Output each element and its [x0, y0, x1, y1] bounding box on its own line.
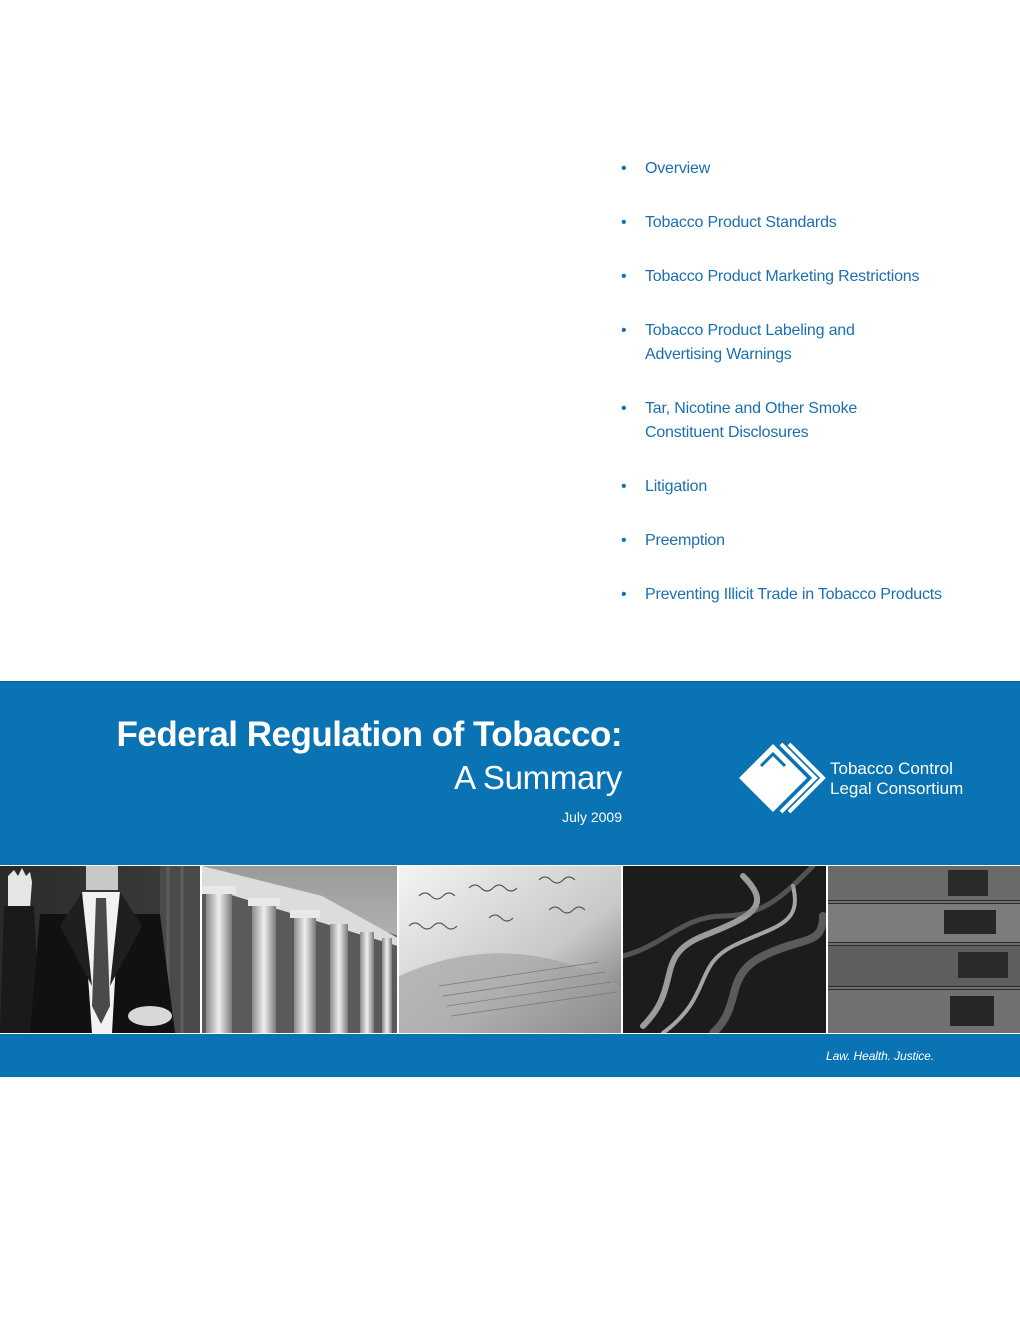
topic-label: Preventing Illicit Trade in Tobacco Products	[645, 586, 942, 603]
document-title: Federal Regulation of Tobacco:	[116, 715, 622, 754]
topic-label-continued: Advertising Warnings	[645, 346, 792, 363]
topic-label: Overview	[645, 160, 711, 177]
topic-label: Tobacco Product Standards	[645, 214, 837, 231]
chevron-diamond-logo-icon	[737, 742, 827, 816]
bullet-icon: •	[621, 478, 627, 495]
topic-label: Tar, Nicotine and Other Smoke	[645, 400, 858, 417]
topic-litigation	[620, 475, 1010, 499]
topic-label: Preemption	[645, 532, 725, 549]
handwritten-document-photo	[399, 866, 621, 1033]
topic-overview	[620, 157, 1010, 181]
bullet-icon: •	[621, 322, 627, 339]
photo-strip	[0, 866, 1020, 1033]
bullet-icon: •	[621, 400, 627, 417]
document-subtitle: A Summary	[454, 759, 622, 796]
topic-marketing-restrictions	[620, 265, 1010, 289]
organization-name-line2: Legal Consortium	[830, 779, 964, 798]
law-books-photo	[828, 866, 1020, 1033]
organization-name-line1: Tobacco Control	[830, 759, 953, 778]
topic-smoke-disclosures	[620, 397, 1010, 445]
topic-label-continued: Constituent Disclosures	[645, 424, 809, 441]
topic-label: Tobacco Product Labeling and	[645, 322, 855, 339]
bullet-icon: •	[621, 268, 627, 285]
organization-name	[830, 759, 963, 799]
courthouse-columns-photo	[202, 866, 398, 1033]
bullet-icon: •	[621, 214, 627, 231]
footer-band	[0, 1034, 1020, 1077]
topic-label: Litigation	[645, 478, 708, 495]
smoke-photo	[623, 866, 827, 1033]
tagline: Law. Health. Justice.	[826, 1049, 934, 1063]
topic-label: Tobacco Product Marketing Restrictions	[645, 268, 920, 285]
topic-product-standards	[620, 211, 1010, 235]
bullet-icon: •	[621, 586, 627, 603]
title-band	[0, 681, 1020, 865]
topic-illicit-trade	[620, 583, 1010, 607]
person-taking-oath-photo	[0, 866, 200, 1033]
bullet-icon: •	[621, 532, 627, 549]
topic-labeling-warnings	[620, 319, 1010, 367]
publication-date: July 2009	[562, 809, 622, 825]
bullet-icon: •	[621, 160, 627, 177]
topic-preemption	[620, 529, 1010, 553]
topic-list	[620, 157, 1010, 607]
